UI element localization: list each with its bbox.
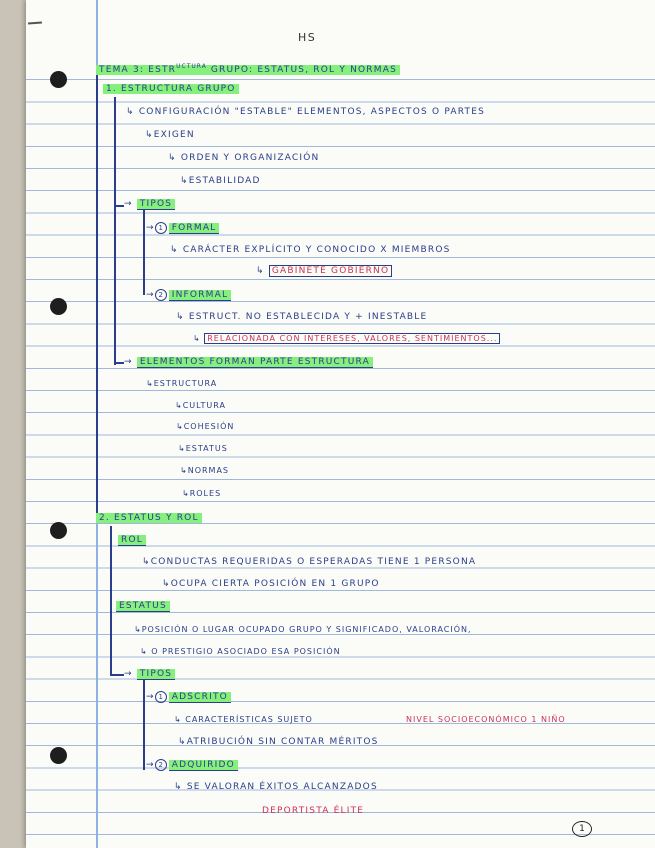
tree-branch-tipos2 [110,674,124,676]
section1-formal-desc: ↳ CARÁCTER EXPLÍCITO Y CONOCIDO X MIEMBROS [170,245,451,255]
elementos-item: ↳ESTRUCTURA [146,379,218,388]
tree-line-section1 [114,97,116,365]
section1-heading: 1. ESTRUCTURA GRUPO [103,83,239,95]
binder-hole-1 [50,71,67,88]
elementos-item: ↳ROLES [182,489,222,498]
binder-hole-4 [50,747,67,764]
tree-line-tipos2 [143,680,145,770]
section1-informal: → 2 INFORMAL [146,289,231,301]
section2-rol-desc1: ↳CONDUCTAS REQUERIDAS O ESPERADAS TIENE 1 PERSONA [142,557,477,567]
section1-orden: ↳ ORDEN Y ORGANIZACIÓN [168,153,320,163]
section1-exigen: ↳EXIGEN [145,130,195,140]
tree-line-tipos [143,210,145,295]
section2-estatus-desc2: ↳ O PRESTIGIO ASOCIADO ESA POSICIÓN [140,647,341,656]
elementos-item: ↳COHESIÓN [176,422,235,431]
section2-adscrito-example: NIVEL SOCIOECONÓMICO 1 NIÑO [406,715,566,724]
section1-formal: → 1 FORMAL [146,222,219,234]
tree-branch-tipos [114,205,124,207]
section1-tipos: → TIPOS [124,198,175,210]
section1-config: ↳ CONFIGURACIÓN "ESTABLE" ELEMENTOS, ASPECTOS O PARTES [126,107,486,117]
section2-adscrito-desc: ↳ CARACTERÍSTICAS SUJETO [174,715,313,724]
section1-informal-desc: ↳ ESTRUCT. NO ESTABLECIDA Y + INESTABLE [176,312,428,322]
section2-tipos: → TIPOS [124,668,175,680]
section1-elementos: → ELEMENTOS FORMAN PARTE ESTRUCTURA [124,356,373,368]
section1-formal-example: ↳ GABINETE GOBIERNO [256,265,392,277]
page-header-title: HS [298,31,317,44]
section2-estatus: ESTATUS [116,600,170,612]
section2-adquirido-example: DEPORTISTA ÉLITE [262,806,365,816]
topic-title: TEMA 3: $ESTR^{UCTURA}$ GRUPO: ESTATUS, ROL Y NORMAS [96,61,400,76]
tree-line-main [96,70,98,515]
binder-hole-2 [50,298,67,315]
elementos-item: ↳ESTATUS [178,444,228,453]
section2-adscrito: → 1 ADSCRITO [146,691,231,703]
section2-adquirido-desc: ↳ SE VALORAN ÉXITOS ALCANZADOS [174,782,378,792]
elementos-item: ↳NORMAS [180,466,229,475]
tree-branch-elementos [114,362,124,364]
page-number: 1 [572,821,592,837]
section2-rol-desc2: ↳OCUPA CIERTA POSICIÓN EN 1 GRUPO [162,579,380,589]
section2-adscrito-desc2: ↳ATRIBUCIÓN SIN CONTAR MÉRITOS [178,737,379,747]
elementos-item: ↳CULTURA [175,401,226,410]
page-header-area [26,0,655,58]
section1-estabilidad: ↳ESTABILIDAD [180,176,261,186]
binder-hole-3 [50,522,67,539]
section2-estatus-desc1: ↳POSICIÓN O LUGAR OCUPADO GRUPO Y SIGNIFICADO, VALORACIÓN, [134,625,472,634]
section2-rol: ROL [118,534,146,546]
tree-line-section2 [110,526,112,676]
section2-heading: 2. ESTATUS Y ROL [96,512,202,524]
section2-adquirido: → 2 ADQUIRIDO [146,759,238,771]
section1-informal-example: ↳ RELACIONADA CON INTERESES, VALORES, SENTIMIENTOS... [193,333,500,345]
